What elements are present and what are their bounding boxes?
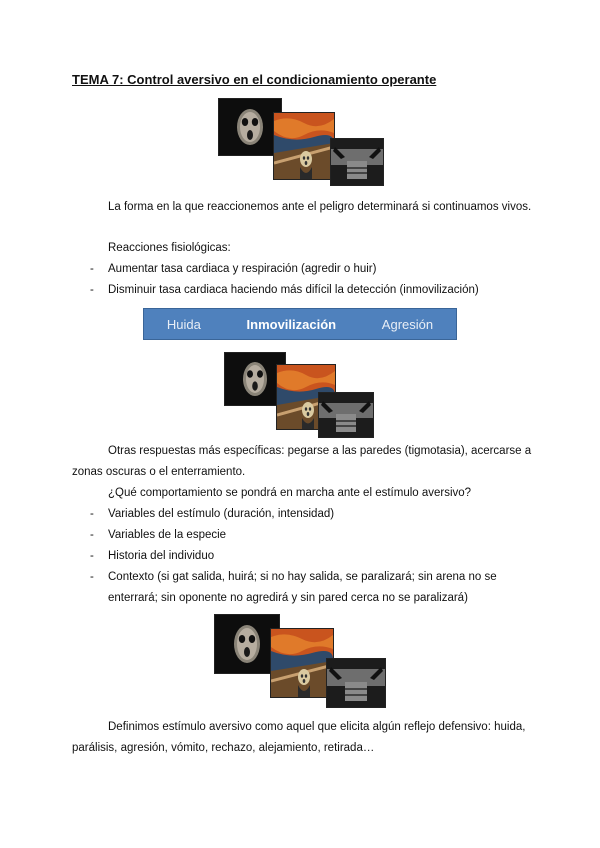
list-item-factor-4: Contexto (si gat salida, huirá; si no hay salida, se paralizará; sin arena no se enterrará; sin oponente no agredirá y sin pared cerca no se paralizará) <box>108 571 497 604</box>
bullet-marker: - <box>90 571 94 583</box>
bullet-marker: - <box>90 263 94 275</box>
bullet-marker: - <box>90 508 94 520</box>
list-item-reaccion-1: Aumentar tasa cardiaca y respiración (agredir o huir) <box>108 263 377 275</box>
bullet-marker: - <box>90 284 94 296</box>
list-item-factor-1: Variables del estímulo (duración, intensidad) <box>108 508 335 520</box>
list-item-factor-3: Historia del individuo <box>108 550 215 562</box>
paragraph-respuestas: Otras respuestas más específicas: pegarse a las paredes (tigmotasia), acercarse a zonas oscuras o el enterramiento. <box>72 445 532 478</box>
banner-item-inmovilizacion: Inmovilización <box>246 316 337 332</box>
banner-item-huida: Huida <box>166 316 201 332</box>
image-collage-3 <box>214 614 384 704</box>
bullet-marker: - <box>90 529 94 541</box>
banner-item-agresion: Agresión <box>381 316 434 332</box>
image-collage-2 <box>224 352 394 442</box>
image-collage-1 <box>218 98 388 188</box>
list-item-factor-2: Variables de la especie <box>108 529 227 541</box>
list-item-reaccion-2: Disminuir tasa cardiaca haciendo más difícil la detección (inmovilización) <box>108 284 479 296</box>
reacciones-label: Reacciones fisiológicas: <box>108 242 231 254</box>
the-scream-painting-image <box>273 112 335 180</box>
pregunta-text: ¿Qué comportamiento se pondrá en marcha ante el estímulo aversivo? <box>108 487 472 499</box>
paragraph-peligro: La forma en la que reaccionemos ante el peligro determinará si continuamos vivos. <box>108 201 532 213</box>
the-scream-painting-image <box>270 628 334 698</box>
bullet-marker: - <box>90 550 94 562</box>
page-title: TEMA 7: Control aversivo en el condicionamiento operante <box>72 72 437 87</box>
dark-hands-image <box>326 658 386 708</box>
dark-hands-image <box>330 138 384 186</box>
paragraph-definicion: Definimos estímulo aversivo como aquel que elicita algún reflejo defensivo: huida, parálisis, agresión, vómito, rechazo, alejamiento, retirada… <box>72 721 526 754</box>
dark-hands-image <box>318 392 374 438</box>
response-types-banner <box>143 308 457 340</box>
